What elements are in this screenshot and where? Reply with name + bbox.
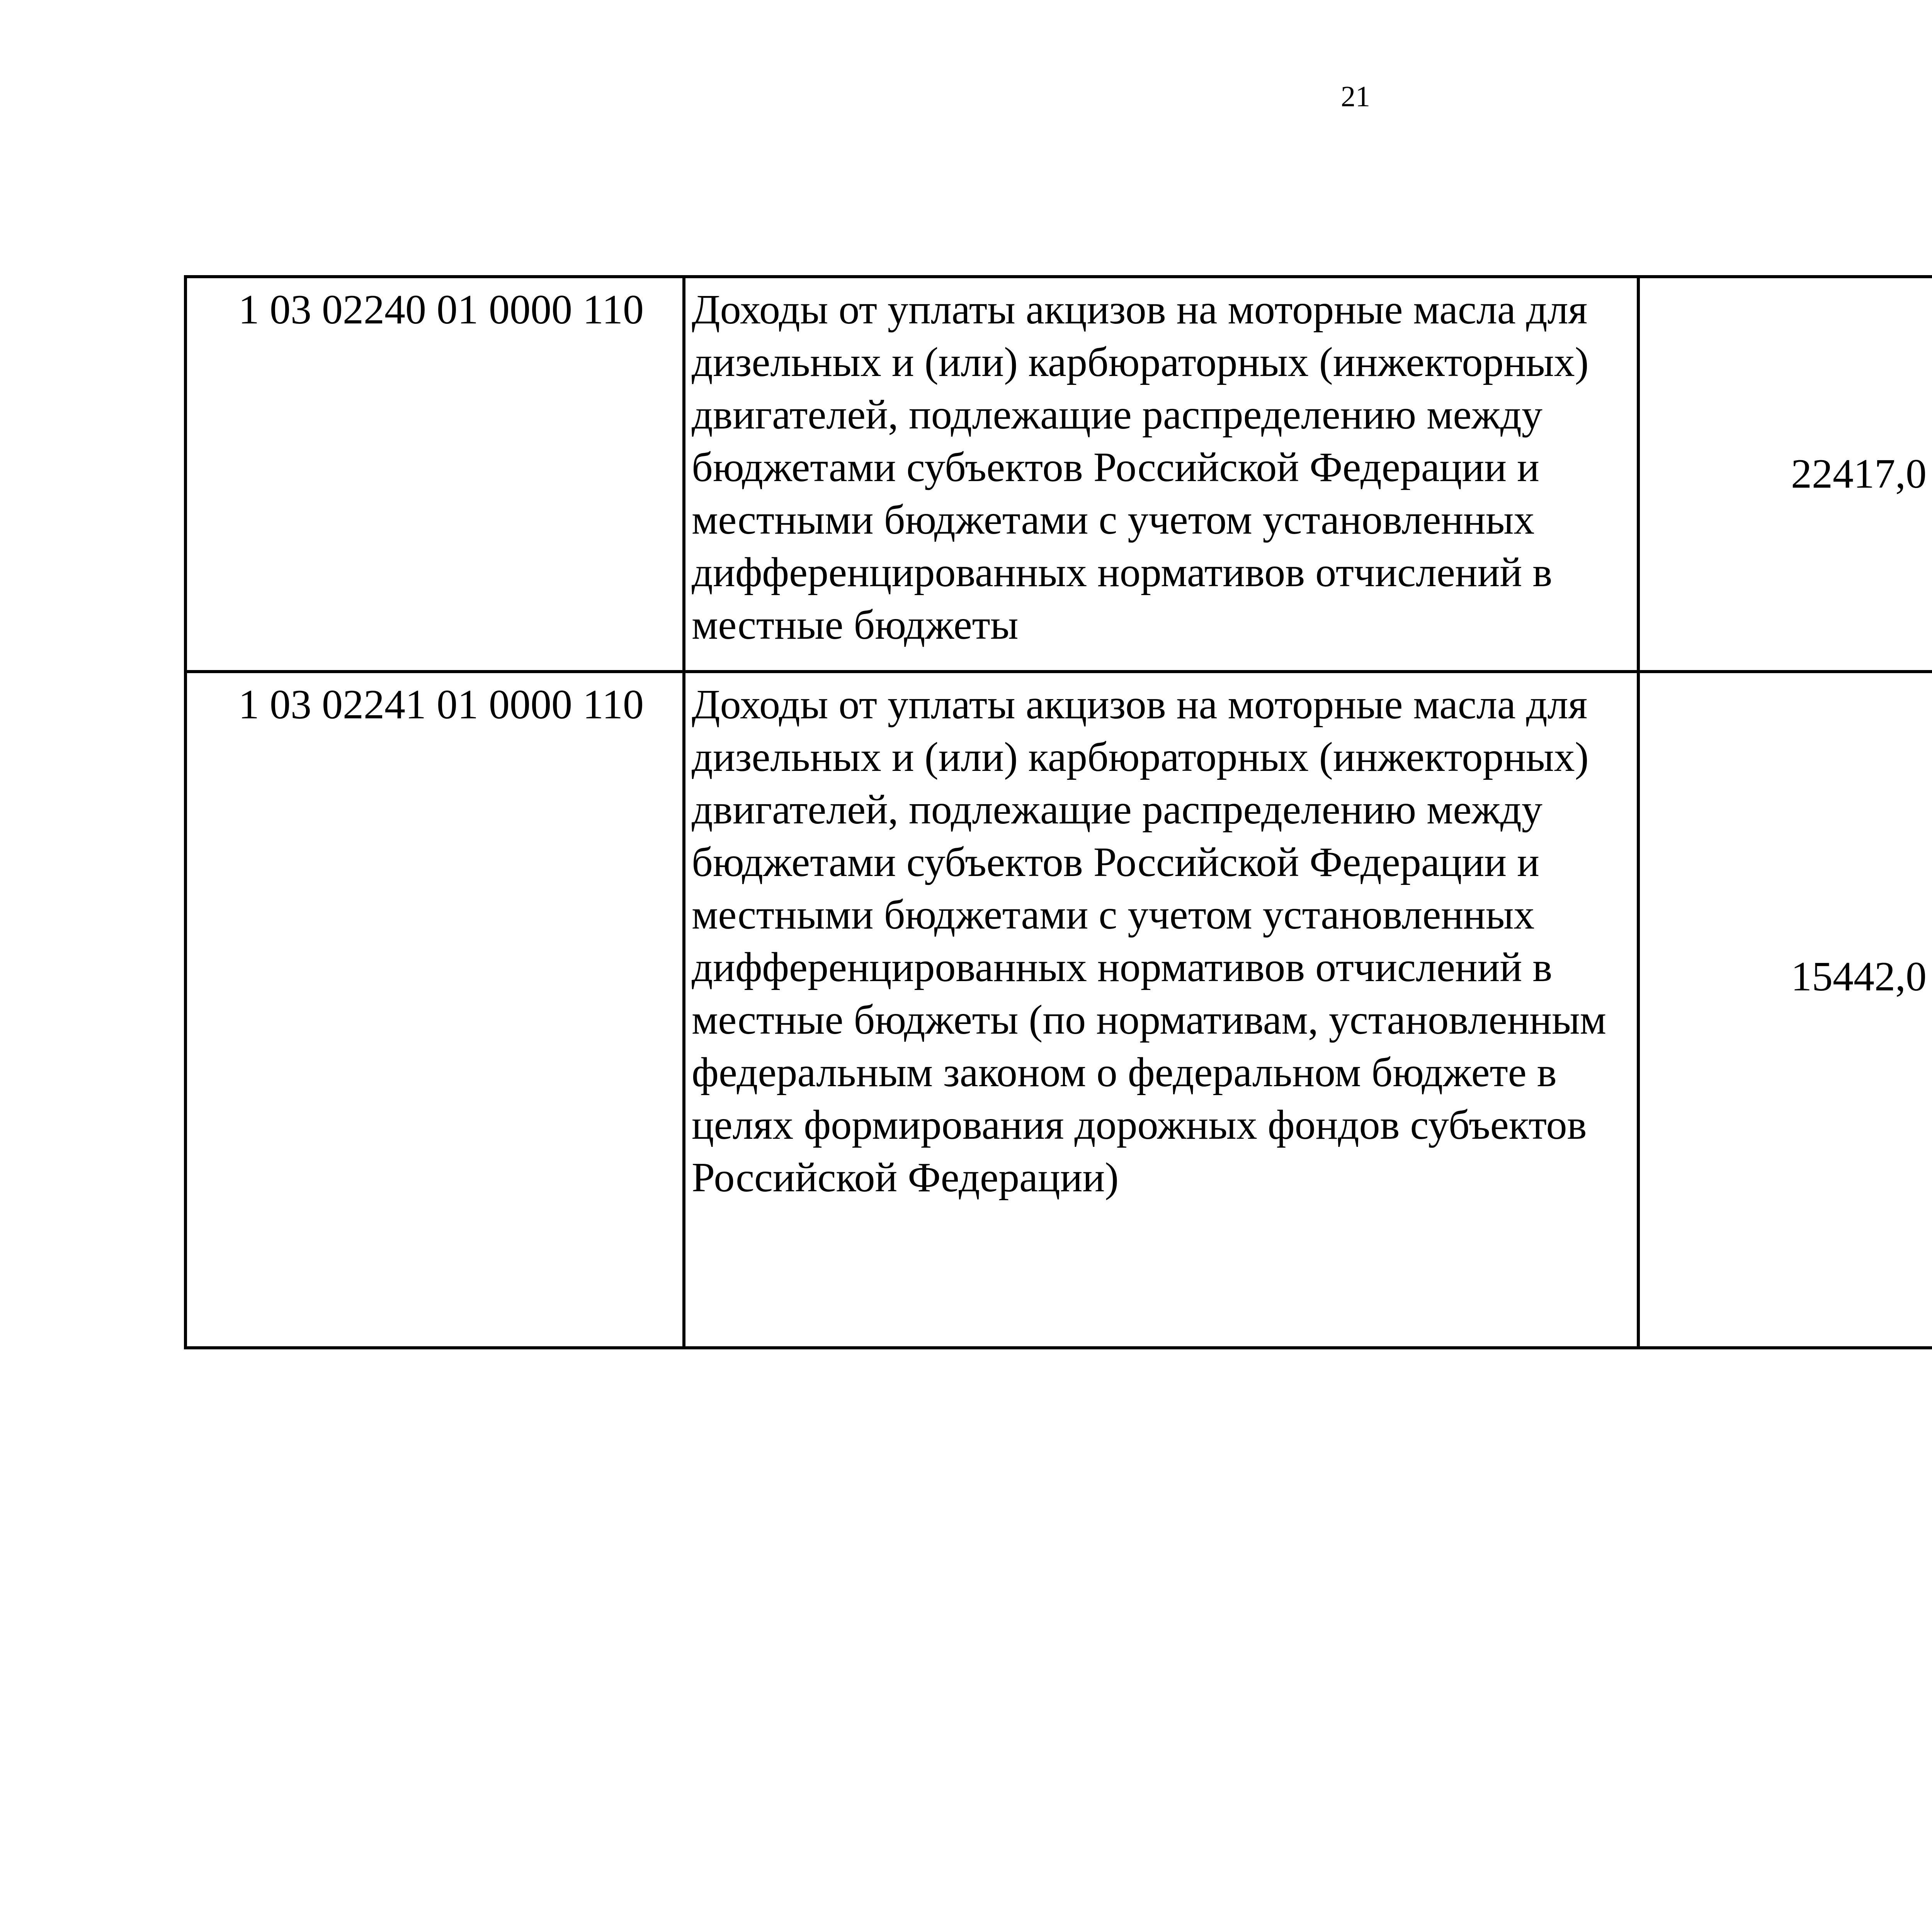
page-number: 21 bbox=[1341, 80, 1370, 113]
budget-code-cell: 1 03 02240 01 0000 110 bbox=[185, 277, 684, 672]
table-row bbox=[185, 672, 1932, 1348]
revenue-name-cell: Доходы от уплаты акцизов на моторные масла для дизельных и (или) карбюраторных (инжекторных) двигателей, подлежащие распределению между бюджетами субъектов Российской Федерации и местными бюджетами с учетом установленных дифференцированных нормативов отчислений в местные бюджеты bbox=[684, 277, 1638, 672]
table-row bbox=[185, 277, 1932, 672]
revenue-name-cell: Доходы от уплаты акцизов на моторные масла для дизельных и (или) карбюраторных (инжекторных) двигателей, подлежащие распределению между бюджетами субъектов Российской Федерации и местными бюджетами с учетом установленных дифференцированных нормативов отчислений в местные бюджеты (по нормативам, установленным федеральным законом о федеральном бюджете в целях формирования дорожных фондов субъектов Российской Федерации) bbox=[684, 672, 1638, 1348]
budget-code-cell: 1 03 02241 01 0000 110 bbox=[185, 672, 684, 1348]
amount-year-1-cell: 15442,0 bbox=[1638, 672, 1932, 1348]
amount-year-1-cell: 22417,0 bbox=[1638, 277, 1932, 672]
revenue-table bbox=[184, 275, 1932, 1349]
